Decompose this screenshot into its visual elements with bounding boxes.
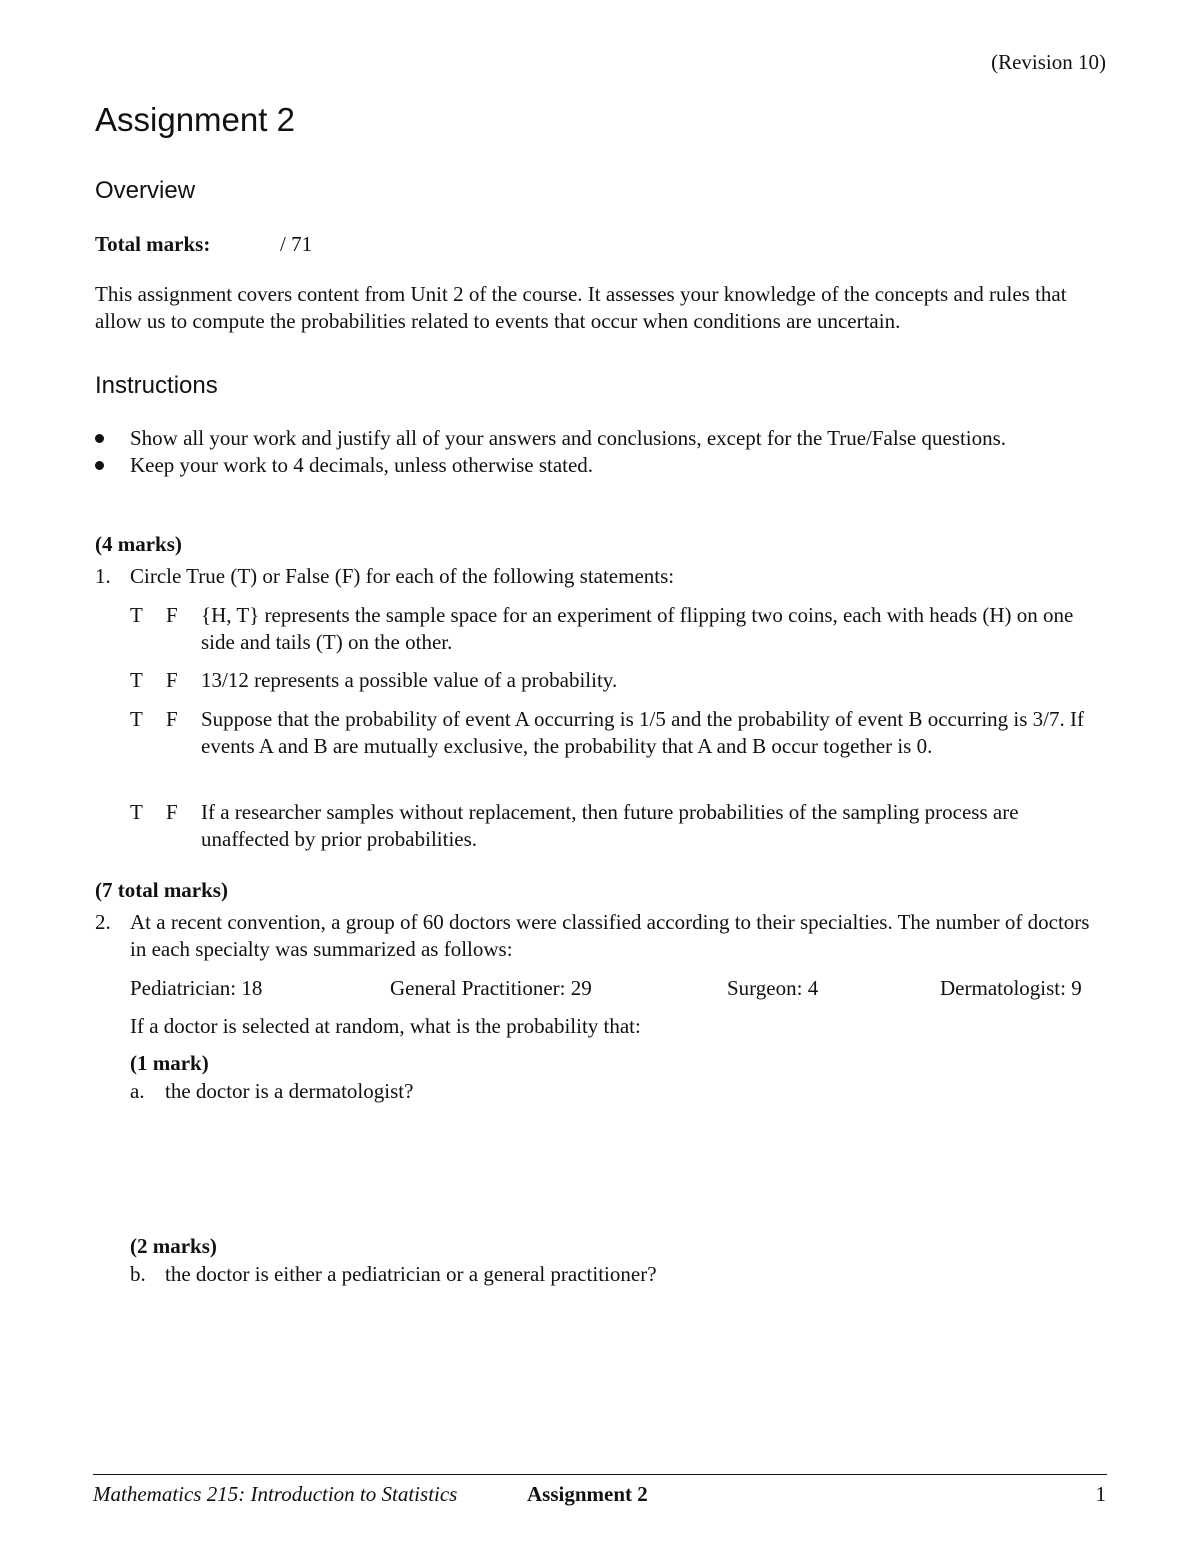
- true-option[interactable]: T: [130, 800, 143, 824]
- specialty-general-practitioner: General Practitioner: 29: [390, 976, 592, 1000]
- overview-heading: Overview: [95, 177, 196, 204]
- bullet-icon: [95, 434, 104, 443]
- q2b-label: b.: [130, 1262, 146, 1286]
- footer-course: Mathematics 215: Introduction to Statistics: [93, 1482, 458, 1506]
- true-option[interactable]: T: [130, 668, 143, 692]
- list-item: [95, 452, 1107, 479]
- false-option[interactable]: F: [166, 668, 178, 692]
- statement-text: 13/12 represents a possible value of a probability.: [201, 668, 618, 692]
- total-marks-value: / 71: [280, 232, 313, 256]
- q1-text: Circle True (T) or False (F) for each of the following statements:: [130, 564, 675, 588]
- instruction-text: Keep your work to 4 decimals, unless otherwise stated.: [130, 453, 594, 477]
- q2a-marks: (1 mark): [130, 1051, 209, 1075]
- q2-marks: (7 total marks): [95, 878, 228, 902]
- statement-text: If a researcher samples without replacement, then future probabilities of the sampling process are unaffected by prior probabilities.: [201, 800, 1019, 851]
- list-item: [95, 425, 1107, 452]
- q2b-text: the doctor is either a pediatrician or a general practitioner?: [165, 1262, 657, 1286]
- q1-number: 1.: [95, 564, 111, 588]
- specialty-surgeon: Surgeon: 4: [727, 976, 819, 1000]
- footer-divider: [93, 1474, 1107, 1475]
- instructions-heading: Instructions: [95, 372, 218, 399]
- q2a-text: the doctor is a dermatologist?: [165, 1079, 414, 1103]
- q1-marks: (4 marks): [95, 532, 182, 556]
- q2-text: At a recent convention, a group of 60 doctors were classified according to their specialties. The number of doctors in each specialty was summarized as follows:: [130, 910, 1090, 961]
- specialty-pediatrician: Pediatrician: 18: [130, 976, 263, 1000]
- true-option[interactable]: T: [130, 707, 143, 731]
- instructions-list: [95, 425, 1107, 479]
- total-marks-label: Total marks:: [95, 232, 211, 256]
- statement-text: {H, T} represents the sample space for an experiment of flipping two coins, each with heads (H) on one side and tails (T) on the other.: [201, 603, 1074, 654]
- false-option[interactable]: F: [166, 603, 178, 627]
- false-option[interactable]: F: [166, 800, 178, 824]
- q2-number: 2.: [95, 910, 111, 934]
- footer-page-number: 1: [1095, 1482, 1106, 1506]
- true-option[interactable]: T: [130, 603, 143, 627]
- statement-text: Suppose that the probability of event A occurring is 1/5 and the probability of event B occurring is 3/7. If events A and B are mutually exclusive, the probability that A and B occur together is 0.: [201, 707, 1084, 758]
- false-option[interactable]: F: [166, 707, 178, 731]
- q2a-label: a.: [130, 1079, 145, 1103]
- revision-label: (Revision 10): [991, 50, 1106, 74]
- page-title: Assignment 2: [95, 101, 295, 138]
- instruction-text: Show all your work and justify all of your answers and conclusions, except for the True/False questions.: [130, 426, 1007, 450]
- q2-prompt: If a doctor is selected at random, what is the probability that:: [130, 1014, 641, 1038]
- footer-assignment: Assignment 2: [527, 1482, 648, 1506]
- specialty-dermatologist: Dermatologist: 9: [940, 976, 1082, 1000]
- q2b-marks: (2 marks): [130, 1234, 217, 1258]
- bullet-icon: [95, 461, 104, 470]
- overview-description: This assignment covers content from Unit 2 of the course. It assesses your knowledge of the concepts and rules that allow us to compute the probabilities related to events that occur when conditions are uncertain.: [95, 282, 1067, 333]
